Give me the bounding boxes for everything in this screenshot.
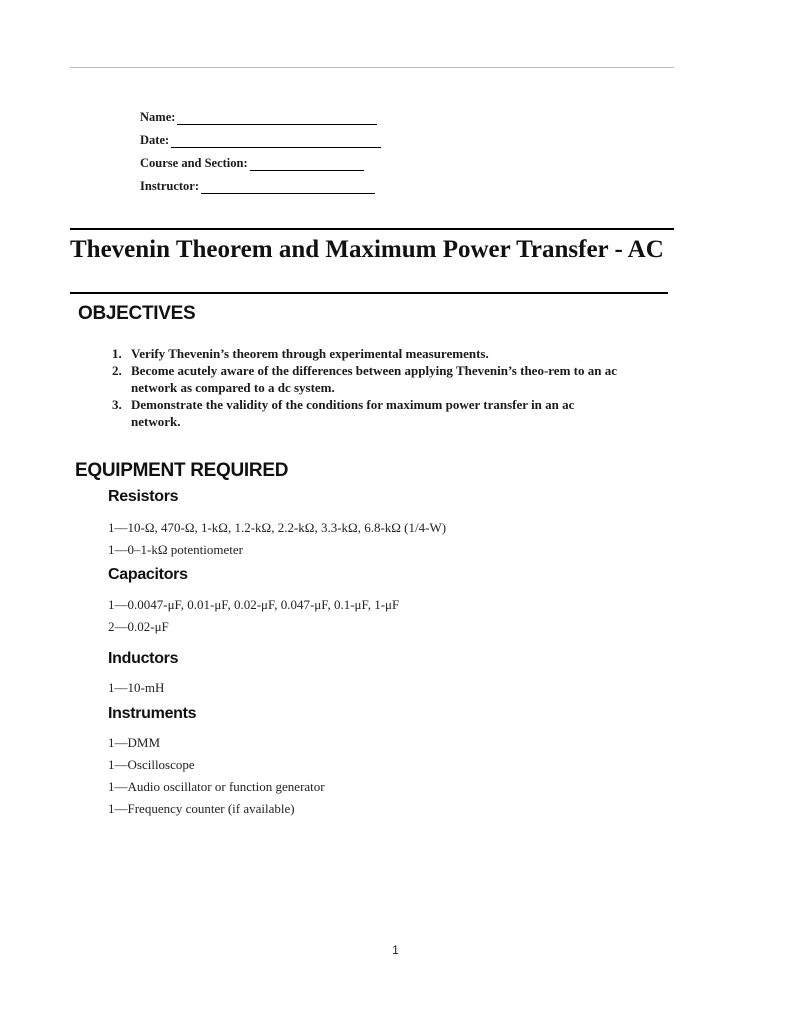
page-number: 1 [392, 943, 399, 957]
resistors-line: 1—10-Ω, 470-Ω, 1-kΩ, 1.2-kΩ, 2.2-kΩ, 3.3-kΩ, 6.8-kΩ (1/4-W) [108, 520, 447, 535]
date-row [140, 133, 381, 148]
objective-item [112, 362, 622, 396]
name-row [140, 110, 377, 125]
date-blank[interactable] [171, 135, 381, 148]
instruments-line: 1—Audio oscillator or function generator [108, 779, 325, 794]
date-label: Date: [140, 133, 170, 147]
objective-item [112, 345, 622, 362]
objective-item [112, 396, 622, 430]
equipment-heading: EQUIPMENT REQUIRED [75, 460, 289, 481]
instruments-line: 1—Oscilloscope [108, 757, 195, 772]
name-label: Name: [140, 110, 176, 124]
resistors-heading: Resistors [108, 488, 179, 505]
page-title: Thevenin Theorem and Maximum Power Transfer - AC [70, 236, 664, 263]
resistors-line: 1—0–1-kΩ potentiometer [108, 542, 243, 557]
inductors-line: 1—10-mH [108, 680, 165, 695]
instructor-blank[interactable] [201, 181, 375, 194]
objective-text: Demonstrate the validity of the conditions for maximum power transfer in an ac network. [131, 397, 575, 429]
instructor-row [140, 179, 375, 194]
objective-number: 3. [112, 397, 122, 412]
title-rule-top [70, 228, 674, 230]
capacitors-line: 1—0.0047-μF, 0.01-μF, 0.02-μF, 0.047-μF, 0.1-μF, 1-μF [108, 597, 400, 612]
capacitors-line: 2—0.02-μF [108, 619, 169, 634]
course-blank[interactable] [250, 158, 364, 171]
objective-text: Become acutely aware of the differences between applying Thevenin’s theo-rem to an ac network as compared to a dc system. [131, 363, 617, 395]
instruments-line: 1—DMM [108, 735, 161, 750]
title-rule-bottom [70, 292, 668, 294]
name-blank[interactable] [177, 112, 377, 125]
instructor-label: Instructor: [140, 179, 200, 193]
inductors-heading: Inductors [108, 650, 179, 667]
objectives-heading: OBJECTIVES [78, 303, 196, 324]
objectives-list [112, 345, 622, 430]
objective-number: 1. [112, 346, 122, 361]
objective-text: Verify Thevenin’s theorem through experimental measurements. [131, 346, 489, 361]
top-rule [70, 67, 674, 68]
course-row [140, 156, 364, 171]
objective-number: 2. [112, 363, 122, 378]
capacitors-heading: Capacitors [108, 566, 188, 583]
instruments-heading: Instruments [108, 705, 197, 722]
course-label: Course and Section: [140, 156, 248, 170]
instruments-line: 1—Frequency counter (if available) [108, 801, 295, 816]
